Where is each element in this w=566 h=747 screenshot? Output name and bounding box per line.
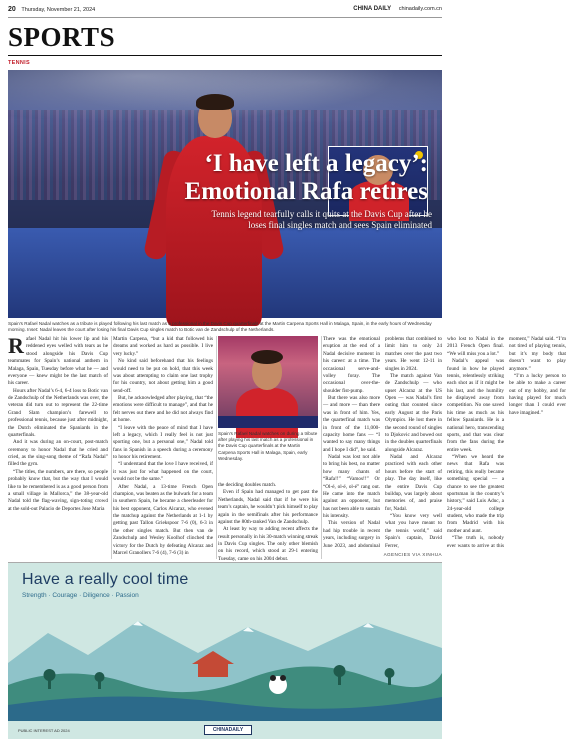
article-paragraph: But there was also more — and more — than there was in front of him. Yes, the quarterfinal match was in front of the 11,000-capacity home fans — “I wanted to say many things and I hope I did”, he said. [323,395,380,453]
article-paragraph: “The titles, the numbers, are there, so people probably know that, but the way that I would like to be remembered is as a good person from a small village in Mallorca,” the 38-year-old Nadal told the flag-waving, sign-toting crowd at the sold-out Palacio de Deportes Jose Maria [8,468,108,512]
ad-illustration [8,593,442,721]
article-paragraph: Even if Spain had managed to get past the Netherlands, Nadal said that if he were his team’s captain, he wouldn’t pick himself to play again in the semifinals after his performance against the 80th-ranked Van de Zandschulp. [218,489,318,525]
ad-tagline: Strength · Courage · Diligence · Passion [22,592,139,599]
section-rule [8,55,442,56]
article-paragraph: And it was during an on-court, post-match ceremony to honor Nadal that he cried and cried, as the sing-song theme of “Rafa Nadal” filled the gym. [8,439,108,468]
site-url[interactable]: chinadaily.com.cn [398,6,442,12]
article-paragraph: At least by way to adding recent affects the result personally in his 30-match winning streak in Davis Cup singles. The only other blemish on his record, which stood at 29-1 entering Tuesday, came on his 2004 debut. [218,526,318,562]
ad-title: Have a really cool time [22,571,189,588]
article-paragraph: Rafael Nadal hit his lower lip and his reddened eyes welled with tears as he stood alongside his Davis Cup teammates for Spain’s national anthem in Malaga, Spain, Tuesday before what he — and everyone — knew might be the last match of his career. [8,333,108,387]
publication-name: CHINA DAILY [353,6,392,12]
article-column-4 [323,336,566,550]
article-paragraph: But, he acknowledged after playing, that “the emotions were difficult to manage”, and that he felt nerves out there and he did not always find at home. [113,395,213,424]
advertisement[interactable] [8,562,442,739]
article-paragraph: Martin Carpena, “but a kid that followed his dreams and worked as hard as possible. I live very lucky.” [113,336,213,357]
ad-footer [8,721,442,739]
article-paragraph: the deciding doubles match. [218,482,277,488]
headline-line-2: Emotional Rafa retires [184,177,428,205]
article-paragraph: “I’m a lucky person to be able to make a career out of my hobby, and for having played for much longer than I could ever have imagined.” [509,372,566,416]
article-paragraph: This version of Nadal had hip trouble in recent years, including surgery in June 2023, and abdominal problems that combined to limit him to only 24 matches over the past two years. He went 12-11 in singles in 2024. [323,336,442,549]
article-paragraph: No kind said beforehand that his feelings would need to be put on hold, that this week was about attempting to claim one last trophy for his country, not about getting him a good send-off. [113,358,213,394]
article-paragraph: “When we heard the news that Rafa was retiring, this really became something special — a chance to see the greatest sportsman in the country’s history,” said Luis Aduc, a 24-year-old college student, who made the trip from Madrid with his mother and aunt. [447,454,504,534]
page-number: 20 [8,6,16,13]
section-kicker: TENNIS [8,60,30,66]
issue-date: Thursday, November 21, 2024 [21,7,96,13]
section-title: SPORTS [8,22,116,52]
article-paragraph: Nadal and Alcaraz practiced with each other hours before the start of play. The day itself, like the entire Davis Cup buildup, was largely about memories of, and praise for, Nadal. [385,454,442,512]
article-column-1 [8,333,108,513]
ad-notice: PUBLIC INTEREST AD 2024 [18,728,70,733]
headline [178,150,428,205]
article-paragraph: There was the emotional eruption at the end of a Nadal decisive moment in his career: at a time. The occasional serve-and-volley foray. The occasional over-the-shoulder fist-pump. [323,336,380,394]
article-paragraph: Nadal was lost not able to bring his best, no matter how many chants of “Rafa!!” “Vamos!!” Or “Ol-é, ol-é, ol-é” rang out. He came into the match against an opponent, but has not been able to sustain his intensity. [323,454,380,519]
article-paragraph: “The truth is, nobody ever wants to arrive at this moment,” Nadal said. “I’m not tired of playing tennis, but it’s my body that doesn’t want to play anymore.” [447,336,566,549]
article-paragraph: “I leave with the peace of mind that I have left a legacy, which I really feel is not just sporting one, but a personal one,” Nadal told fans in Spanish in a speech during a ceremony to honor his retirement. [113,424,213,460]
column-divider [111,336,112,559]
article-photo-caption: Spain’s Rafael Nadal watches on during a tribute after playing his last match as a professional in the Davis Cup quarterfinals at the Martin Carpena Sports Hall in Malaga, Spain, early Wednesday. [218,431,318,461]
header-rule [8,17,442,18]
article-photo [218,336,318,428]
player-figure [148,90,278,320]
headline-line-1: ‘I have left a legacy’: [204,150,428,177]
article-paragraph: “I understand that the love I have received, if it was just for what happened on the court, would not be the same.” [113,461,213,483]
article-paragraph: Hours after Nadal’s 6-4, 6-4 loss to Botic van de Zandschulp of the Netherlands was over, the veteran did turn out to represent the 22-time Grand Slam champion’s farewell to professional tennis, because just after midnight, the Dutch eliminated the Spaniards in the quarterfinals. [8,387,108,438]
player-hair [196,94,234,110]
china-daily-logo[interactable]: CHINADAILY [204,725,252,735]
ad-panda [269,675,287,694]
column-divider [321,336,322,559]
article-paragraph: Nadal’s appeal was found in how he played tennis, relentlessly striking each shot as if it might be his last, and the humility he displayed away from competition. No one saved his time as much as his fellow Spaniards. He is a national hero, transcending sports, and that was clear from the fans during the entire week. [447,358,504,453]
drop-cap: R [8,333,24,358]
column-divider [216,336,217,559]
subheadline: Tennis legend tearfully calls it quits at the Davis Cup after he loses final singles match and sees Spain eliminated [211,209,432,231]
article-column-2 [113,336,213,557]
article-paragraph: The match against Van de Zandschulp — who upset Alcaraz at the US Open — was Nadal’s first outing that counted since early August at the Paris Olympics. He lost there in the second round of singles to Djokovic and bowed out in the doubles quarterfinals alongside Alcaraz. [385,372,442,453]
article-paragraph: “You know very well what you have meant to the tennis world,” said Spain’s captain, David Ferrer, [385,513,442,549]
player-hair [251,350,283,364]
article-paragraph: After Nadal, a 13-time French Open champion, was beaten as the bulwark for a team in southern Spain, he became a cheerleader for his best opponent, Carlos Alcaraz, who evened the matchup against the Netherlands at 1-1 by getting past Tallon Griekspoor 7-6 (0), 6-3 in the other singles match. But then van de Zandschulp and Wesley Koolhof clinched the victory for the Dutch by defeating Alcaraz and Marcel Granollers 7-6 (4), 7-6 (3) in [113,483,213,556]
photo-credit: AGENCIES VIA XINHUA [383,552,442,557]
hero-caption: Spain’s Rafael Nadal watches as a tribute is played following his last match as a professional in the Davis Cup quarterfinals at the Martin Carpena Sports Hall in Malaga, Spain, in the early hours of Wednesday morning. Inset: Nadal leaves the court after losing his final Davis Cup singles match to Botic van de Zandschulp of the Netherlands. [8,321,432,333]
courtside-banner [218,416,318,428]
header-right [353,6,442,12]
article-paragraph: who lost to Nadal in the 2013 French Open final. “We will miss you a lot.” [447,336,504,357]
